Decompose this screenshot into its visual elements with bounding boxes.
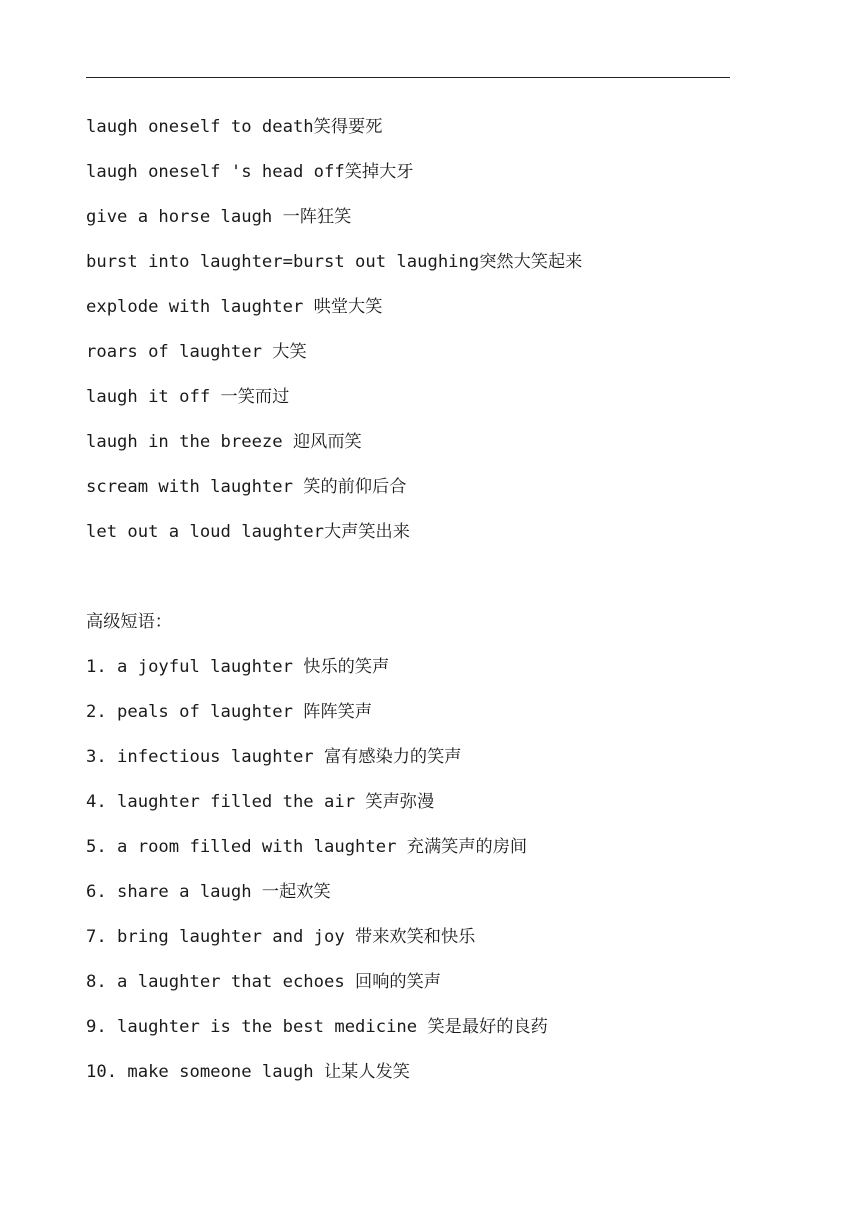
advanced-phrase-line: 10. make someone laugh 让某人发笑: [86, 1062, 410, 1082]
phrase-line: laugh oneself to death笑得要死: [86, 117, 383, 137]
phrase-line: laugh it off 一笑而过: [86, 387, 290, 407]
advanced-phrase-line: 1. a joyful laughter 快乐的笑声: [86, 657, 390, 677]
phrase-line: roars of laughter 大笑: [86, 342, 307, 362]
phrase-line: burst into laughter=burst out laughing突然大笑起来: [86, 252, 583, 272]
phrase-line: scream with laughter 笑的前仰后合: [86, 477, 407, 497]
phrase-line: explode with laughter 哄堂大笑: [86, 297, 383, 317]
advanced-phrase-line: 6. share a laugh 一起欢笑: [86, 882, 331, 902]
phrase-line: laugh in the breeze 迎风而笑: [86, 432, 362, 452]
advanced-phrase-line: 3. infectious laughter 富有感染力的笑声: [86, 747, 462, 767]
advanced-phrase-line: 4. laughter filled the air 笑声弥漫: [86, 792, 435, 812]
advanced-phrase-line: 7. bring laughter and joy 带来欢笑和快乐: [86, 927, 476, 947]
advanced-phrase-line: 5. a room filled with laughter 充满笑声的房间: [86, 837, 528, 857]
advanced-phrase-line: 2. peals of laughter 阵阵笑声: [86, 702, 373, 722]
phrase-line: let out a loud laughter大声笑出来: [86, 522, 410, 542]
advanced-phrase-line: 8. a laughter that echoes 回响的笑声: [86, 972, 441, 992]
header-rule: [86, 77, 730, 78]
phrase-line: laugh oneself 's head off笑掉大牙: [86, 162, 414, 182]
advanced-phrase-line: 9. laughter is the best medicine 笑是最好的良药: [86, 1017, 548, 1037]
advanced-heading: 高级短语：: [86, 612, 172, 632]
phrase-line: give a horse laugh 一阵狂笑: [86, 207, 352, 227]
